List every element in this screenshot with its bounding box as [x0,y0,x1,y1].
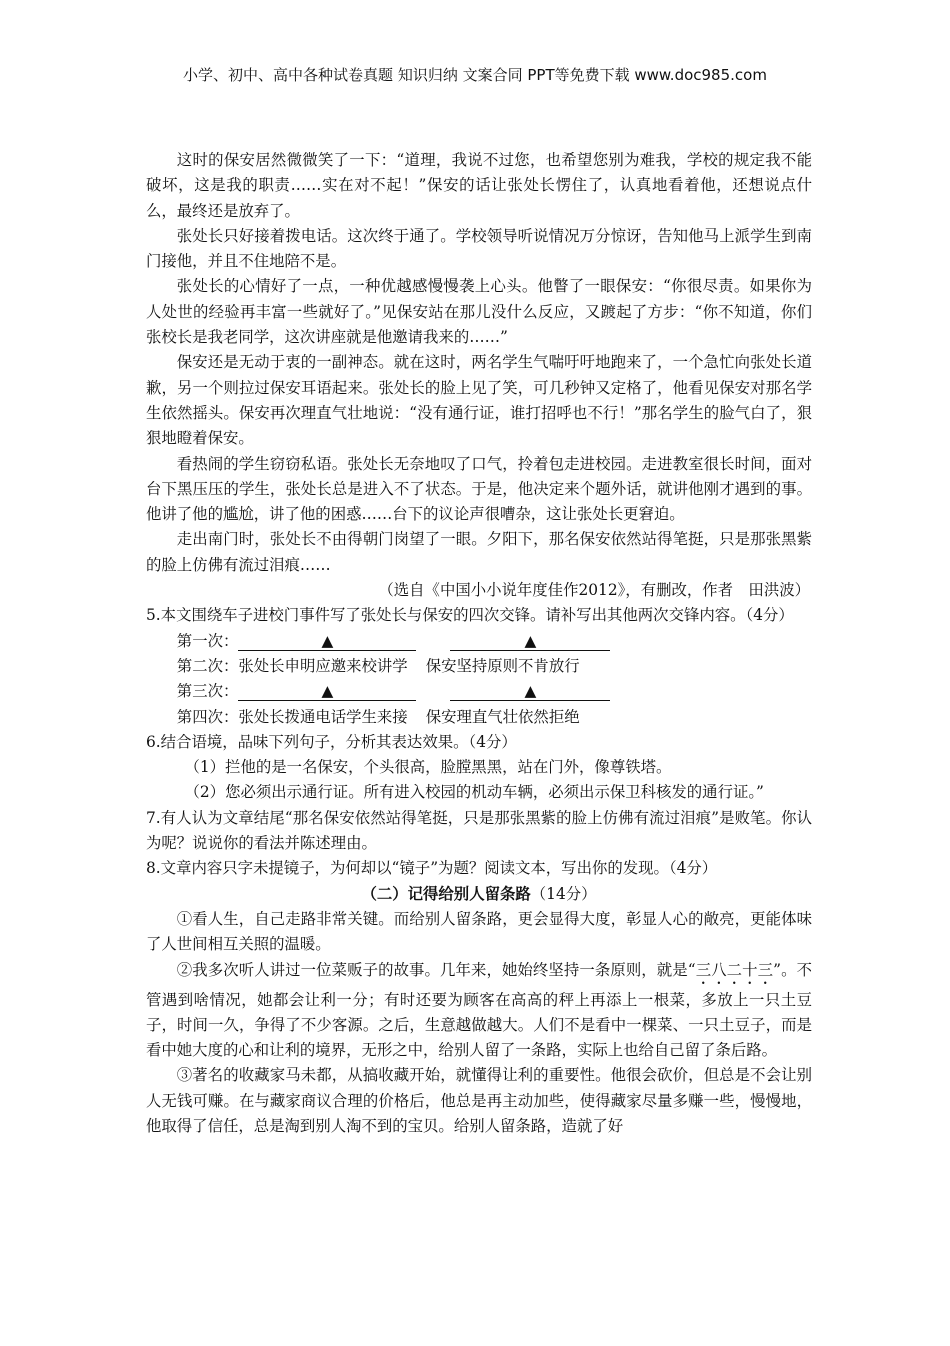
section-2-title [146,882,812,907]
q5-row-4 [146,705,812,730]
question-8: 8.文章内容只字未提镜子，为何却以“镜子”为题？阅读文本，写出你的发现。（4分） [146,859,718,878]
essay-text: ②我多次听人讲过一位菜贩子的故事。几年来，她始终坚持一条原则，就是“ [176,960,696,979]
q5-row-answer: 保安坚持原则不肯放行 [425,656,580,675]
q6-sentence-1: （1）拦他的是一名保安，个头很高，脸膛黑黑，站在门外，像尊铁塔。 [184,758,672,777]
essay-text: ”。不管遇到啥情况，她都会让利一分；有时还要为顾客在高高的秤上再添上一根菜，多放上一只土豆子，时间一久，争得了不少客源。之后，生意越做越大。人们不是看中一棵菜、一只土豆子，而是看中她大度的心和让利的境界，无形之中，给别人留了一条路，实际上也给自己留了条后路。 [146,960,812,1060]
question-5: 5.本文围绕车子进校门事件写了张处长与保安的四次交锋。请补写出其他两次交锋内容。（4分） [146,606,794,625]
emphasized-phrase: 三八二十三 [695,960,774,979]
answer-blank[interactable]: ▲ [238,682,416,701]
question-7: 7.有人认为文章结尾“那名保安依然站得笔挺，只是那张黑紫的脸上仿佛有流过泪痕”是败笔。你认为呢？说说你的看法并陈述理由。 [146,808,812,853]
section-2-heading: （二）记得给别人留条路 [361,884,531,903]
q5-row-answer: 张处长拨通电话学生来接 [238,707,408,726]
story-paragraph: 走出南门时，张处长不由得朝门岗望了一眼。夕阳下，那名保安依然站得笔挺，只是那张黑紫的脸上仿佛有流过泪痕…… [146,530,812,574]
source-citation: （选自《中国小小说年度佳作2012》，有删改，作者 田洪波） [378,581,810,600]
q5-row-3 [146,679,812,704]
answer-blank[interactable]: ▲ [450,682,610,701]
essay-paragraph [146,958,812,1064]
q6-sentence-2: （2）您必须出示通行证。所有进入校园的机动车辆，必须出示保卫科核发的通行证。” [184,783,764,802]
q5-row-label: 第一次： [176,631,239,650]
story-paragraph: 看热闹的学生窃窃私语。张处长无奈地叹了口气，拎着包走进校园。走进教室很长时间，面对台下黑压压的学生，张处长总是进入不了状态。于是，他决定来个题外话，就讲他刚才遇到的事。他讲了他的尴尬，讲了他的困惑……台下的议论声很嘈杂，这让张处长更窘迫。 [146,454,812,524]
q5-row-label: 第四次： [176,707,239,726]
story-paragraph: 张处长只好接着拨电话。这次终于通了。学校领导听说情况万分惊讶，告知他马上派学生到南门接他，并且不住地陪不是。 [146,226,812,271]
page-header: 小学、初中、高中各种试卷真题 知识归纳 文案合同 PPT等免费下载 www.doc985.com [183,66,767,84]
essay-paragraph: ③著名的收藏家马未都，从搞收藏开始，就懂得让利的重要性。他很会砍价，但总是不会让别人无钱可赚。在与藏家商议合理的价格后，他总是再主动加些，使得藏家尽量多赚一些，慢慢地，他取得了信任，总是淘到别人淘不到的宝贝。给别人留条路，造就了好 [146,1066,812,1135]
question-6: 6.结合语境，品味下列句子，分析其表达效果。（4分） [146,732,517,751]
document-body [146,148,812,1139]
q5-row-1 [146,629,812,654]
q5-row-label: 第三次： [176,682,239,701]
q5-row-label: 第二次： [176,656,239,675]
q5-row-2 [146,654,812,679]
story-paragraph: 保安还是无动于衷的一副神态。就在这时，两名学生气喘吁吁地跑来了，一个急忙向张处长道歉，另一个则拉过保安耳语起来。张处长的脸上见了笑，可几秒钟又定格了，他看见保安对那名学生依然摇头。保安再次理直气壮地说：“没有通行证，谁打招呼也不行！”那名学生的脸气白了，狠狠地瞪着保安。 [146,353,812,448]
section-2-score: （14分） [530,884,597,903]
q5-row-answer: 张处长申明应邀来校讲学 [238,656,408,675]
essay-paragraph: ①看人生，自己走路非常关键。而给别人留条路，更会显得大度，彰显人心的敞亮，更能体味了人世间相互关照的温暖。 [146,909,812,954]
answer-blank[interactable]: ▲ [238,632,416,651]
story-paragraph: 张处长的心情好了一点，一种优越感慢慢袭上心头。他瞥了一眼保安：“你很尽责。如果你为人处世的经验再丰富一些就好了。”见保安站在那儿没什么反应，又踱起了方步：“你不知道，你们张校长是我老同学，这次讲座就是他邀请我来的……” [146,277,812,347]
story-paragraph: 这时的保安居然微微笑了一下：“道理，我说不过您，也希望您别为难我，学校的规定我不能破坏，这是我的职责……实在对不起！”保安的话让张处长愣住了，认真地看着他，还想说点什么，最终还是放弃了。 [146,151,812,220]
answer-blank[interactable]: ▲ [450,632,610,651]
q5-row-answer: 保安理直气壮依然拒绝 [425,707,580,726]
